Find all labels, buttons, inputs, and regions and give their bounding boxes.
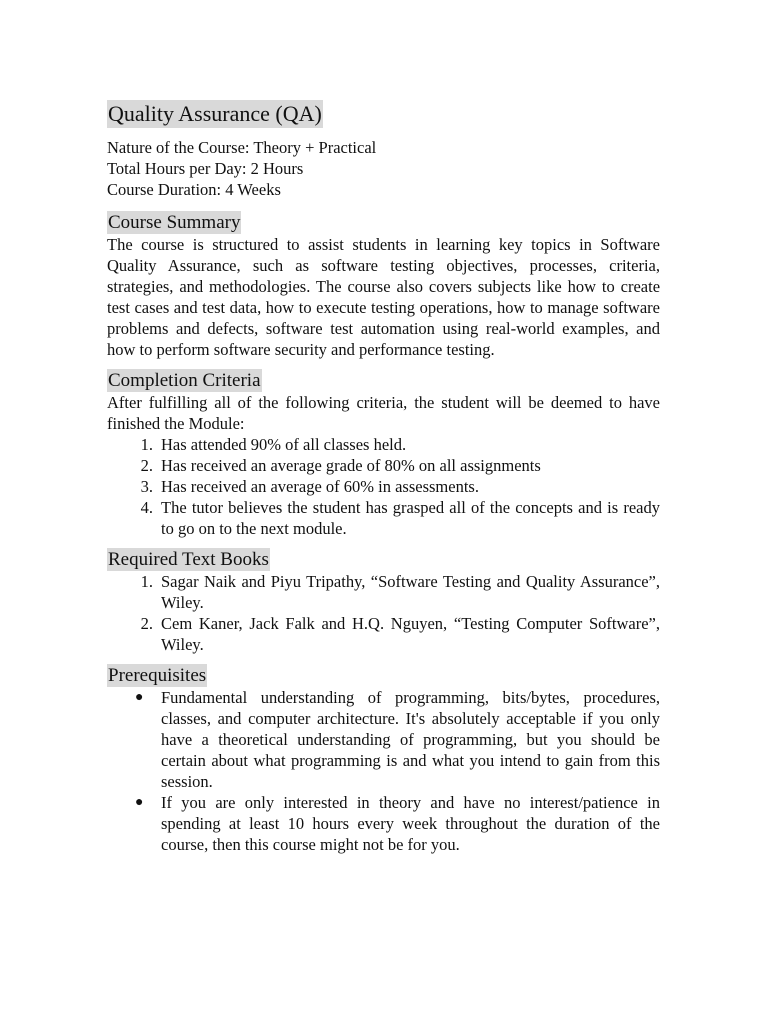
list-item-text: If you are only interested in theory and have no interest/patience in [161, 793, 660, 812]
summary-line: world examples, and how to perform software security and performance [107, 319, 660, 359]
list-number: 1. [140, 435, 153, 454]
list-item-text: only have a theoretical understanding of programming, but you should [161, 709, 661, 749]
list-number: 2. [140, 614, 153, 633]
list-item-text: Has attended 90% of all classes held. [161, 435, 407, 454]
list-item-text: be certain about what programming is and what you intend to gain [161, 730, 660, 770]
list-item-text: spending at least 10 hours every week throughout the duration of the [161, 814, 660, 833]
list-item [107, 571, 660, 613]
list-item [107, 476, 660, 497]
summary-line: Quality Assurance, such as software testing objectives, processes, criteria, [107, 256, 660, 275]
course-summary-heading: Course Summary [108, 212, 241, 233]
document-page [107, 100, 660, 864]
list-item-text: Assurance”, Wiley. [161, 572, 660, 612]
list-item-text: course, then this course might not be for you. [161, 835, 460, 854]
list-number: 1. [140, 572, 153, 591]
completion-criteria-section [107, 369, 660, 539]
list-number: 2. [140, 456, 153, 475]
list-item [107, 792, 660, 855]
intro-line: After fulfilling all of the following criteria, the student will be deemed to have [107, 393, 660, 412]
completion-intro [107, 392, 660, 434]
course-summary-text [107, 234, 660, 360]
list-item [107, 455, 660, 476]
list-number: 4. [140, 498, 153, 517]
prerequisites-heading: Prerequisites [108, 665, 207, 686]
prerequisites-list [107, 687, 660, 855]
list-item-text: Cem Kaner, Jack Falk and H.Q. Nguyen, “Testing Computer [161, 614, 583, 633]
summary-line: manage software problems and defects, software test automation using real- [107, 298, 660, 338]
list-item [107, 434, 660, 455]
list-number: 3. [140, 477, 153, 496]
required-text-books-heading: Required Text Books [108, 549, 269, 570]
completion-criteria-list [107, 434, 660, 539]
course-summary-section [107, 211, 660, 360]
summary-line: create test cases and test data, how to execute testing operations, how to [107, 277, 661, 317]
list-item-text: Software”, Wiley. [161, 614, 660, 654]
list-item-text: ready to go on to the next module. [161, 498, 661, 538]
text-books-list [107, 571, 660, 655]
summary-line: testing. [446, 340, 495, 359]
intro-line: finished the Module: [107, 414, 245, 433]
list-item-text: Has received an average grade of 80% on all assignments [161, 456, 541, 475]
list-item [107, 687, 660, 792]
required-text-books-section [107, 548, 660, 655]
course-duration: Course Duration: 4 Weeks [107, 180, 281, 199]
summary-line: The course is structured to assist students in learning key topics in Software [107, 235, 660, 254]
list-item-text: Fundamental understanding of programming, bits/bytes, procedures, [161, 688, 660, 707]
course-meta [107, 137, 660, 200]
list-item-text: classes, and computer architecture. It's absolutely acceptable if you [161, 709, 625, 728]
list-item-text: The tutor believes the student has grasped all of the concepts and is [161, 498, 619, 517]
course-nature: Nature of the Course: Theory + Practical [107, 138, 377, 157]
summary-line: strategies, and methodologies. The course also covers subjects like how to [107, 277, 615, 296]
list-item [107, 497, 660, 539]
page-title: Quality Assurance (QA) [108, 101, 322, 126]
course-hours: Total Hours per Day: 2 Hours [107, 159, 304, 178]
list-item-text: from this session. [161, 751, 660, 791]
bullet-icon: ● [135, 690, 144, 705]
completion-criteria-heading: Completion Criteria [108, 370, 261, 391]
list-item [107, 613, 660, 655]
list-item-text: Sagar Naik and Piyu Tripathy, “Software Testing and Quality [161, 572, 576, 591]
bullet-icon: ● [135, 795, 144, 810]
list-item-text: Has received an average of 60% in assessments. [161, 477, 479, 496]
prerequisites-section [107, 664, 660, 855]
